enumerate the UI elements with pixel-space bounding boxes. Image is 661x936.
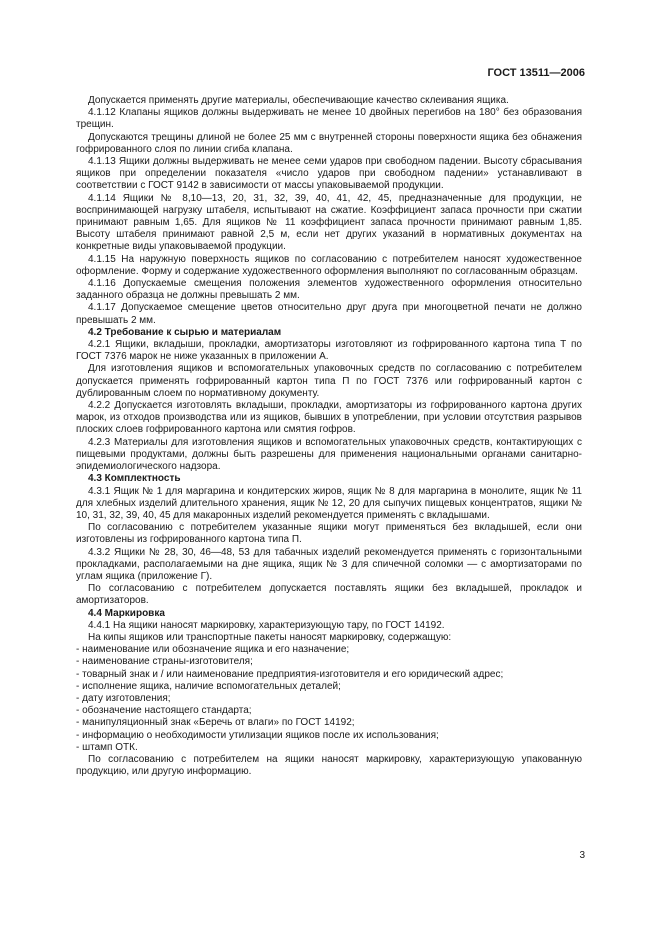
list-item: - товарный знак и / или наименование предприятия-изготовителя и его юридический адрес; [76,668,504,680]
list-item: - дату изготовления; [76,692,171,704]
section-heading-4-3: 4.3 Комплектность [88,473,181,485]
paragraph: Для изготовления ящиков и вспомогательных упаковочных средств по согласованию с потребителем допускается применять гофрированный картон типа П по ГОСТ 7376 или гофрированный картон с дублированным слоем по нормативному документу. [76,363,582,399]
clause-4-1-16: 4.1.16 Допускаемые смещения положения элементов художественного оформления относительно заданного образца не должны превышать 2 мм. [76,278,582,302]
document-code: ГОСТ 13511—2006 [487,67,585,79]
list-item: - наименование страны-изготовителя; [76,656,253,668]
list-item: - манипуляционный знак «Беречь от влаги» по ГОСТ 14192; [76,717,355,729]
paragraph: По согласованию с потребителем указанные ящики могут применяться без вкладышей, если они изготовлены из гофрированного картона типа П. [76,522,582,546]
section-heading-4-4: 4.4 Маркировка [88,607,165,619]
clause-4-3-1: 4.3.1 Ящик № 1 для маргарина и кондитерских жиров, ящик № 8 для маргарина в монолите, ящик № 11 для хлебных изделий длительного хранения, ящик № 12, 20 для сыпучих пищевых концентратов, ящики № 10, 31, 32, 39, 40, 45 для макаронных изделий рекомендуется применять с вкладышами. [76,485,582,521]
list-item: - обозначение настоящего стандарта; [76,705,252,717]
clause-4-1-14: 4.1.14 Ящики № 8,10—13, 20, 31, 32, 39, 40, 41, 42, 45, предназначенные для продукции, не воспринимающей нагрузку штабеля, испытывают на сжатие. Коэффициент запаса прочности при сжатии принимают равным 1,65. Для ящиков № 11 коэффициент запаса прочности принимают равным 1,85. Высоту штабеля принимают равной 2,5 м, если нет других указаний в нормативных документах на конкретные виды упаковываемой продукции. [76,192,582,253]
clause-4-1-12: 4.1.12 Клапаны ящиков должны выдерживать не менее 10 двойных перегибов на 180° без образования трещин. [76,107,582,131]
section-heading-4-2: 4.2 Требование к сырью и материалам [88,326,282,338]
list-item: - штамп ОТК. [76,741,138,753]
clause-4-1-15: 4.1.15 На наружную поверхность ящиков по согласованию с потребителем наносят художественное оформление. Форму и содержание художественного оформления выполняют по согласованным образцам. [76,253,582,277]
clause-4-2-1: 4.2.1 Ящики, вкладыши, прокладки, амортизаторы изготовляют из гофрированного картона типа Т по ГОСТ 7376 марок не ниже указанных в приложении А. [76,339,582,363]
marking-list [76,644,582,754]
list-item: - исполнение ящика, наличие вспомогательных деталей; [76,680,341,692]
clause-4-1-13: 4.1.13 Ящики должны выдерживать не менее семи ударов при свободном падении. Высоту сбрасывания ящиков при определении показателя «число ударов при свободном падении» устанавливают в соответствии с ГОСТ 9142 в зависимости от массы упаковываемой продукции. [76,156,582,192]
paragraph: По согласованию с потребителем допускается поставлять ящики без вкладышей, прокладок и амортизаторов. [76,583,582,607]
paragraph: Допускаются трещины длиной не более 25 мм с внутренней стороны поверхности ящика без обнажения гофрированного слоя по линии сгиба клапана. [76,131,582,155]
clause-4-3-2: 4.3.2 Ящики № 28, 30, 46—48, 53 для табачных изделий рекомендуется применять с горизонтальными прокладками, располагаемыми на дне ящика, ящик № 3 для спичечной соломки — с амортизаторами по углам ящика (приложение Г). [76,546,582,582]
clause-4-1-17: 4.1.17 Допускаемое смещение цветов относительно друг друга при многоцветной печати не должно превышать 2 мм. [76,302,582,326]
list-item: - наименование или обозначение ящика и его назначение; [76,644,350,656]
page-number: 3 [579,850,585,861]
paragraph: На кипы ящиков или транспортные пакеты наносят маркировку, содержащую: [88,631,452,643]
document-body [76,95,582,778]
paragraph: По согласованию с потребителем на ящики наносят маркировку, характеризующую упакованную продукцию, или другую информацию. [76,753,582,778]
list-item: - информацию о необходимости утилизации ящиков после их использования; [76,729,439,741]
clause-4-2-2: 4.2.2 Допускается изготовлять вкладыши, прокладки, амортизаторы из гофрированного картона других марок, из отходов производства или из ящиков, бывших в употреблении, при условии отсутствия разрывов плоских слоев гофрированного картона или смятия гофров. [76,400,582,436]
clause-4-4-1: 4.4.1 На ящики наносят маркировку, характеризующую тару, по ГОСТ 14192. [88,619,445,631]
clause-4-2-3: 4.2.3 Материалы для изготовления ящиков и вспомогательных упаковочных средств, контактирующих с пищевыми продуктами, должны быть разрешены для применения национальными органами санитарно-эпидемиологического надзора. [76,436,582,473]
paragraph: Допускается применять другие материалы, обеспечивающие качество склеивания ящика. [88,95,509,106]
